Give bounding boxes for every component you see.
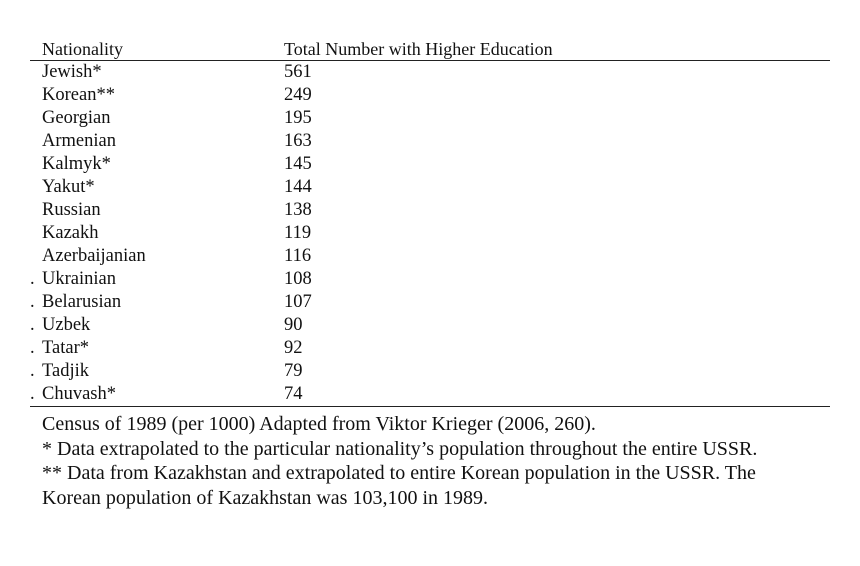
cell-total: 79 bbox=[284, 361, 303, 381]
footnote-double-asterisk-line-2: Korean population of Kazakhstan was 103,100 in 1989. bbox=[42, 486, 489, 509]
cell-total: 74 bbox=[284, 384, 303, 404]
cell-nationality: Chuvash* bbox=[42, 384, 116, 404]
cell-nationality: Jewish* bbox=[42, 62, 102, 82]
source-note: Census of 1989 (per 1000) Adapted from Viktor Krieger (2006, 260). bbox=[42, 413, 596, 435]
table-row bbox=[30, 153, 830, 176]
cell-total: 138 bbox=[284, 200, 312, 220]
table-row bbox=[30, 360, 830, 383]
cell-nationality: Tatar* bbox=[42, 338, 89, 358]
footnote-single-asterisk: * Data extrapolated to the particular nationality’s population throughout the entire USSR. bbox=[42, 437, 758, 460]
table-row bbox=[30, 245, 830, 268]
cell-nationality: Yakut* bbox=[42, 177, 95, 197]
bottom-rule bbox=[30, 406, 830, 407]
cell-nationality: Uzbek bbox=[42, 315, 91, 335]
cell-total: 144 bbox=[284, 177, 312, 197]
cell-total: 116 bbox=[284, 246, 312, 266]
row-marker: . bbox=[30, 292, 35, 312]
education-table bbox=[30, 38, 830, 407]
table-row bbox=[30, 84, 830, 107]
table-row bbox=[30, 268, 830, 291]
table-row bbox=[30, 107, 830, 130]
table-row bbox=[30, 314, 830, 337]
cell-total: 119 bbox=[284, 223, 312, 243]
cell-nationality: Armenian bbox=[42, 131, 116, 151]
cell-nationality: Georgian bbox=[42, 108, 111, 128]
cell-total: 145 bbox=[284, 154, 312, 174]
cell-total: 92 bbox=[284, 338, 303, 358]
cell-total: 561 bbox=[284, 62, 312, 82]
row-marker: . bbox=[30, 315, 35, 335]
row-marker: . bbox=[30, 361, 35, 381]
header-total: Total Number with Higher Education bbox=[284, 39, 553, 59]
table-row bbox=[30, 130, 830, 153]
cell-total: 249 bbox=[284, 85, 312, 105]
footnote-double-asterisk-line-1: ** Data from Kazakhstan and extrapolated to entire Korean population in the USSR. The bbox=[42, 462, 756, 484]
cell-total: 107 bbox=[284, 292, 312, 312]
cell-nationality: Kazakh bbox=[42, 223, 99, 243]
row-marker: . bbox=[30, 269, 35, 289]
table-row bbox=[30, 61, 830, 84]
cell-total: 90 bbox=[284, 315, 303, 335]
cell-total: 195 bbox=[284, 108, 312, 128]
cell-nationality: Belarusian bbox=[42, 292, 122, 312]
table-header-row bbox=[30, 38, 830, 60]
cell-nationality: Azerbaijanian bbox=[42, 246, 146, 266]
table-row bbox=[30, 383, 830, 406]
cell-total: 108 bbox=[284, 269, 312, 289]
header-nationality: Nationality bbox=[42, 39, 123, 59]
cell-nationality: Tadjik bbox=[42, 361, 89, 381]
row-marker: . bbox=[30, 384, 35, 404]
table-notes bbox=[42, 412, 842, 510]
table-row bbox=[30, 176, 830, 199]
table-row bbox=[30, 337, 830, 360]
table-row bbox=[30, 199, 830, 222]
cell-total: 163 bbox=[284, 131, 312, 151]
table-body bbox=[30, 61, 830, 406]
table-row bbox=[30, 222, 830, 245]
table-row bbox=[30, 291, 830, 314]
cell-nationality: Korean** bbox=[42, 85, 115, 105]
cell-nationality: Russian bbox=[42, 200, 101, 220]
cell-nationality: Kalmyk* bbox=[42, 154, 111, 174]
cell-nationality: Ukrainian bbox=[42, 269, 116, 289]
row-marker: . bbox=[30, 338, 35, 358]
